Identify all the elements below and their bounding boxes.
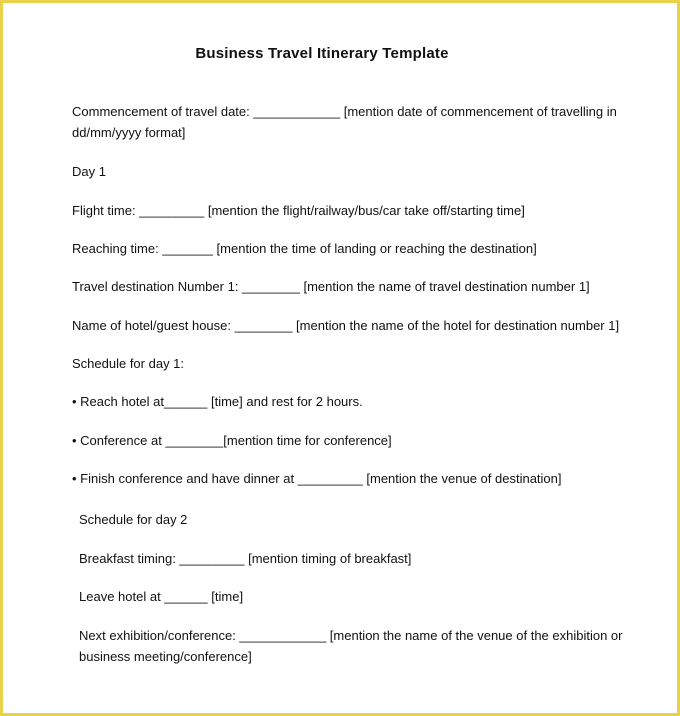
text-line: Next exhibition/conference: ____________ [mention the name of the venue of the exhibition or	[79, 628, 623, 643]
list-item: • Reach hotel at______ [time] and rest for 2 hours.	[72, 394, 363, 409]
text-line: Reaching time: _______ [mention the time of landing or reaching the destination]	[72, 241, 537, 256]
text-line: business meeting/conference]	[79, 649, 252, 664]
text-line: dd/mm/yyyy format]	[72, 125, 186, 140]
document-title: Business Travel Itinerary Template	[195, 45, 449, 62]
text-line: Day 1	[72, 164, 106, 179]
text-line: Leave hotel at ______ [time]	[79, 589, 244, 604]
text-line: Travel destination Number 1: ________ [mention the name of travel destination number 1]	[72, 279, 590, 294]
text-line: Commencement of travel date: ____________ [mention date of commencement of travelling in	[72, 104, 617, 119]
text-line: Schedule for day 2	[79, 512, 188, 527]
list-item: • Conference at ________[mention time for conference]	[72, 433, 392, 448]
list-item: • Finish conference and have dinner at _________ [mention the venue of destination]	[72, 471, 562, 486]
text-line: Schedule for day 1:	[72, 356, 185, 371]
text-line: Flight time: _________ [mention the flight/railway/bus/car take off/starting time]	[72, 203, 525, 218]
text-line: Breakfast timing: _________ [mention timing of breakfast]	[79, 551, 412, 566]
text-line: Name of hotel/guest house: ________ [mention the name of the hotel for destination number 1]	[72, 318, 620, 333]
